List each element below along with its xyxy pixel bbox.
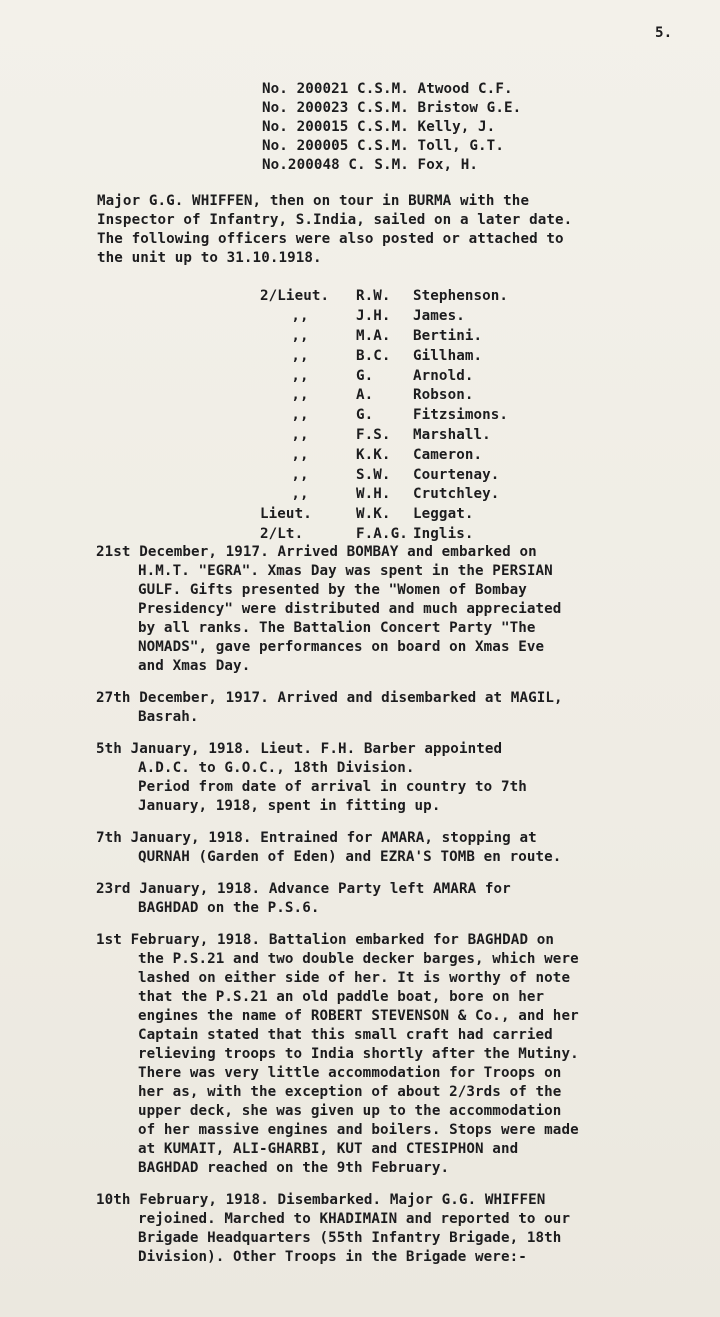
- entry-line: the P.S.21 and two double decker barges, which were: [138, 951, 579, 967]
- officer-row: [260, 505, 508, 525]
- entry-line: 7th January, 1918. Entrained for AMARA, stopping at: [96, 830, 537, 846]
- officer-initials: G.: [356, 367, 374, 384]
- officer-rank: ,,: [291, 327, 309, 344]
- entry-line: Captain stated that this small craft had carried: [138, 1027, 553, 1043]
- entry-line: There was very little accommodation for Troops on: [138, 1065, 562, 1081]
- entry-line: lashed on either side of her. It is worthy of note: [138, 970, 571, 986]
- entry-line: H.M.T. "EGRA". Xmas Day was spent in the PERSIAN: [138, 563, 553, 579]
- entry-line: Brigade Headquarters (55th Infantry Brigade, 18th: [138, 1230, 562, 1246]
- officer-initials: K.K.: [356, 446, 391, 463]
- entry-line: GULF. Gifts presented by the "Women of Bombay: [138, 582, 527, 598]
- entry-line: A.D.C. to G.O.C., 18th Division.: [138, 760, 415, 776]
- officer-row: [260, 327, 508, 347]
- diary-entry: [96, 931, 716, 1178]
- officer-name: Crutchley.: [413, 486, 500, 503]
- officer-row: [260, 307, 508, 327]
- officer-rank: Lieut.: [260, 506, 312, 523]
- diary-entry: [96, 1191, 716, 1267]
- officer-name: Marshall.: [413, 426, 491, 443]
- officer-initials: R.W.: [356, 288, 391, 305]
- officer-row: [260, 366, 508, 386]
- entry-line: upper deck, she was given up to the accommodation: [138, 1103, 562, 1119]
- officer-initials: J.H.: [356, 308, 391, 325]
- officer-name: James.: [413, 308, 465, 325]
- officer-name: Arnold.: [413, 367, 474, 384]
- entry-line: relieving troops to India shortly after the Mutiny.: [138, 1046, 579, 1062]
- entry-line: and Xmas Day.: [138, 658, 251, 674]
- entry-line: her as, with the exception of about 2/3rds of the: [138, 1084, 562, 1100]
- diary-entry: [96, 543, 716, 676]
- officer-row: [260, 525, 508, 545]
- nco-line: No. 200015 C.S.M. Kelly, J.: [262, 119, 496, 135]
- officer-rank: ,,: [291, 466, 309, 483]
- officer-row: [260, 426, 508, 446]
- officer-rank: ,,: [291, 347, 309, 364]
- officer-row: [260, 287, 508, 307]
- officer-initials: W.K.: [356, 506, 391, 523]
- entry-line: January, 1918, spent in fitting up.: [138, 798, 441, 814]
- entry-line: that the P.S.21 an old paddle boat, bore on her: [138, 989, 545, 1005]
- officer-row: [260, 346, 508, 366]
- officer-initials: M.A.: [356, 327, 391, 344]
- diary-entries: [96, 543, 716, 1280]
- officer-row: [260, 445, 508, 465]
- entry-line: Presidency" were distributed and much appreciated: [138, 601, 562, 617]
- officer-row: [260, 465, 508, 485]
- entry-line: NOMADS", gave performances on board on Xmas Eve: [138, 639, 545, 655]
- entry-line: 23rd January, 1918. Advance Party left AMARA for: [96, 881, 511, 897]
- entry-line: engines the name of ROBERT STEVENSON & Co., and her: [138, 1008, 579, 1024]
- officer-rank: ,,: [291, 407, 309, 424]
- officer-name: Robson.: [413, 387, 474, 404]
- officer-rank: ,,: [291, 367, 309, 384]
- officer-initials: A.: [356, 387, 374, 404]
- entry-line: BAGHDAD on the P.S.6.: [138, 900, 320, 916]
- officer-initials: G.: [356, 407, 374, 424]
- entry-line: 27th December, 1917. Arrived and disembarked at MAGIL,: [96, 690, 563, 706]
- entry-line: of her massive engines and boilers. Stops were made: [138, 1122, 579, 1138]
- nco-list: [262, 80, 521, 175]
- officer-name: Fitzsimons.: [413, 407, 509, 424]
- page-number: 5.: [655, 25, 673, 41]
- intro-line: The following officers were also posted or attached to: [97, 231, 564, 247]
- officer-initials: B.C.: [356, 347, 391, 364]
- officer-name: Cameron.: [413, 446, 483, 463]
- intro-paragraph: [97, 192, 572, 268]
- officer-initials: F.A.G.: [356, 525, 408, 542]
- officer-initials: F.S.: [356, 426, 391, 443]
- officer-name: Gillham.: [413, 347, 483, 364]
- intro-line: Inspector of Infantry, S.India, sailed on a later date.: [97, 212, 573, 228]
- entry-line: 21st December, 1917. Arrived BOMBAY and embarked on: [96, 544, 537, 560]
- officer-rank: 2/Lt.: [260, 525, 304, 542]
- officer-row: [260, 386, 508, 406]
- diary-entry: [96, 880, 716, 918]
- officer-rank: ,,: [291, 446, 309, 463]
- entry-line: Period from date of arrival in country to 7th: [138, 779, 527, 795]
- officer-rank: 2/Lieut.: [260, 288, 330, 305]
- entry-line: by all ranks. The Battalion Concert Party "The: [138, 620, 536, 636]
- intro-line: Major G.G. WHIFFEN, then on tour in BURMA with the: [97, 193, 530, 209]
- nco-line: No.200048 C. S.M. Fox, H.: [262, 157, 479, 173]
- officer-rank: ,,: [291, 308, 309, 325]
- diary-entry: [96, 689, 716, 727]
- officer-name: Courtenay.: [413, 466, 500, 483]
- officer-row: [260, 406, 508, 426]
- entry-line: QURNAH (Garden of Eden) and EZRA'S TOMB en route.: [138, 849, 562, 865]
- officer-rank: ,,: [291, 486, 309, 503]
- officer-rank: ,,: [291, 387, 309, 404]
- officer-name: Stephenson.: [413, 288, 509, 305]
- diary-entry: [96, 740, 716, 816]
- officer-initials: S.W.: [356, 466, 391, 483]
- diary-entry: [96, 829, 716, 867]
- officer-row: [260, 485, 508, 505]
- entry-line: 5th January, 1918. Lieut. F.H. Barber appointed: [96, 741, 503, 757]
- entry-line: 10th February, 1918. Disembarked. Major G.G. WHIFFEN: [96, 1192, 546, 1208]
- entry-line: Division). Other Troops in the Brigade were:-: [138, 1249, 527, 1265]
- entry-line: Basrah.: [138, 709, 199, 725]
- officers-list: [260, 287, 508, 544]
- intro-line: the unit up to 31.10.1918.: [97, 250, 322, 266]
- officer-name: Bertini.: [413, 327, 483, 344]
- entry-line: 1st February, 1918. Battalion embarked for BAGHDAD on: [96, 932, 555, 948]
- officer-name: Inglis.: [413, 525, 474, 542]
- officer-initials: W.H.: [356, 486, 391, 503]
- entry-line: at KUMAIT, ALI-GHARBI, KUT and CTESIPHON and: [138, 1141, 519, 1157]
- officer-name: Leggat.: [413, 506, 474, 523]
- nco-line: No. 200023 C.S.M. Bristow G.E.: [262, 100, 522, 116]
- officer-rank: ,,: [291, 426, 309, 443]
- nco-line: No. 200005 C.S.M. Toll, G.T.: [262, 138, 504, 154]
- entry-line: rejoined. Marched to KHADIMAIN and reported to our: [138, 1211, 571, 1227]
- nco-line: No. 200021 C.S.M. Atwood C.F.: [262, 81, 513, 97]
- entry-line: BAGHDAD reached on the 9th February.: [138, 1160, 450, 1176]
